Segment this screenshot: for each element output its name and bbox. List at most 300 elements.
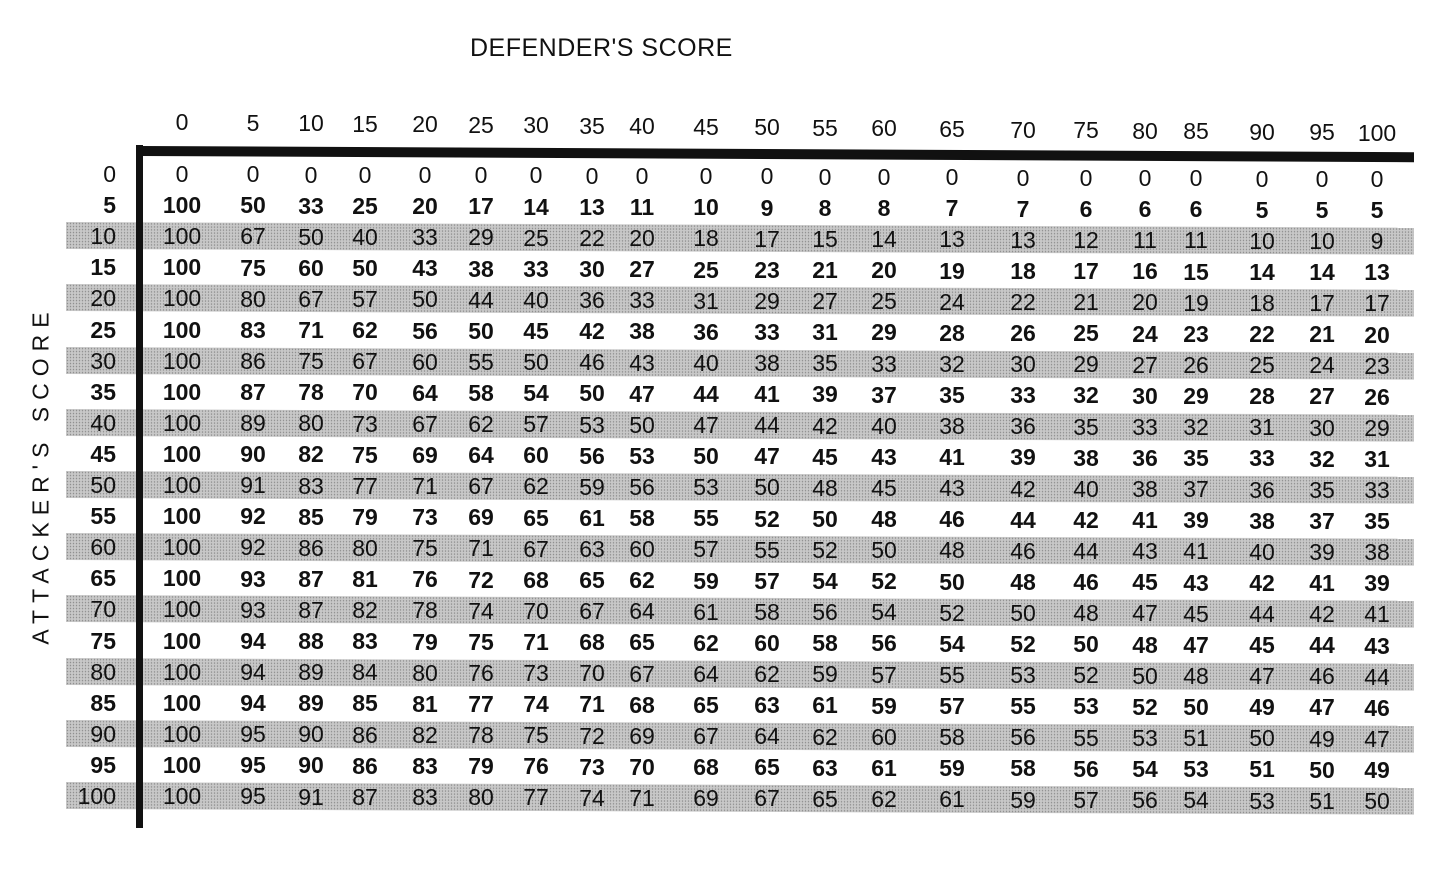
table-cell: 45 [812, 443, 838, 470]
table-cell: 59 [871, 692, 897, 719]
table-cell: 43 [1183, 569, 1209, 596]
table-cell: 39 [1010, 444, 1036, 471]
table-cell: 45 [1183, 600, 1209, 627]
table-cell: 60 [523, 442, 549, 469]
table-cell: 15 [812, 225, 838, 252]
table-cell: 43 [629, 349, 655, 376]
table-cell: 20 [871, 257, 897, 284]
table-cell: 50 [939, 568, 965, 595]
table-cell: 67 [298, 285, 324, 312]
table-cell: 10 [1249, 227, 1275, 254]
table-cell: 83 [298, 472, 324, 499]
table-cell: 0 [1138, 165, 1152, 192]
table-cell: 56 [1010, 724, 1036, 751]
table-cell: 32 [1073, 382, 1099, 409]
table-cell: 14 [1249, 258, 1275, 285]
table-cell: 22 [1249, 321, 1275, 348]
table-cell: 71 [412, 473, 438, 500]
table-cell: 89 [298, 690, 324, 717]
table-cell: 40 [871, 412, 897, 439]
table-cell: 16 [1132, 258, 1158, 285]
table-cell: 33 [1132, 413, 1158, 440]
column-header: 90 [1249, 118, 1275, 145]
table-cell: 59 [1010, 786, 1036, 813]
table-cell: 57 [871, 661, 897, 688]
table-cell: 41 [939, 444, 965, 471]
table-cell: 41 [754, 381, 780, 408]
table-cell: 45 [871, 474, 897, 501]
row-header: 75 [90, 627, 116, 654]
table-cell: 63 [579, 535, 605, 562]
table-cell: 100 [162, 472, 202, 498]
table-cell: 60 [629, 536, 655, 563]
table-cell: 62 [629, 567, 655, 594]
table-cell: 0 [1189, 165, 1203, 192]
table-cell: 100 [162, 378, 202, 405]
table-cell: 33 [298, 192, 324, 219]
table-cell: 36 [1010, 413, 1036, 440]
table-cell: 32 [939, 350, 965, 377]
row-header: 70 [90, 596, 116, 623]
table-cell: 53 [1183, 756, 1209, 783]
table-cell: 82 [412, 721, 438, 748]
table-cell: 52 [754, 505, 780, 532]
table-cell: 75 [468, 628, 494, 655]
table-cell: 59 [812, 661, 838, 688]
table-cell: 51 [1183, 725, 1209, 752]
table-cell: 72 [468, 566, 494, 593]
table-cell: 80 [352, 534, 378, 561]
table-cell: 29 [1364, 414, 1390, 441]
table-cell: 58 [1010, 755, 1036, 782]
column-header: 40 [629, 113, 655, 140]
table-cell: 61 [939, 786, 965, 813]
table-cell: 15 [1183, 258, 1209, 285]
table-cell: 85 [298, 503, 324, 530]
table-cell: 44 [1364, 663, 1390, 690]
column-header: 20 [412, 111, 438, 138]
table-cell: 77 [468, 690, 494, 717]
table-cell: 69 [468, 504, 494, 531]
table-cell: 95 [240, 721, 266, 748]
table-cell: 33 [1249, 445, 1275, 472]
table-cell: 27 [1309, 383, 1335, 410]
table-cell: 33 [1010, 382, 1036, 409]
table-cell: 8 [877, 195, 891, 222]
table-cell: 13 [1364, 259, 1390, 286]
table-cell: 78 [468, 722, 494, 749]
table-cell: 39 [812, 381, 838, 408]
table-cell: 70 [629, 753, 655, 780]
table-cell: 0 [585, 162, 599, 189]
table-cell: 40 [693, 349, 719, 376]
table-cell: 92 [240, 503, 266, 530]
table-cell: 23 [754, 256, 780, 283]
row-header: 90 [90, 720, 116, 747]
table-cell: 100 [162, 223, 202, 250]
table-cell: 18 [693, 225, 719, 252]
table-cell: 50 [240, 192, 266, 219]
table-cell: 6 [1138, 196, 1152, 223]
table-cell: 50 [579, 380, 605, 407]
table-cell: 33 [629, 287, 655, 314]
table-cell: 75 [240, 254, 266, 281]
table-cell: 53 [1132, 724, 1158, 751]
table-cell: 46 [1309, 663, 1335, 690]
table-cell: 61 [693, 598, 719, 625]
table-cell: 100 [162, 627, 202, 654]
table-cell: 42 [1249, 569, 1275, 596]
table-cell: 0 [175, 161, 189, 187]
table-cell: 47 [1309, 694, 1335, 721]
row-shading [66, 658, 1414, 691]
table-cell: 35 [812, 350, 838, 377]
table-cell: 100 [162, 720, 202, 747]
table-cell: 17 [1073, 258, 1099, 285]
table-cell: 30 [1010, 351, 1036, 378]
table-cell: 33 [754, 318, 780, 345]
table-cell: 38 [629, 318, 655, 345]
column-header: 10 [298, 110, 324, 137]
table-cell: 45 [523, 317, 549, 344]
table-cell: 37 [1309, 507, 1335, 534]
table-cell: 90 [298, 721, 324, 748]
table-cell: 78 [298, 379, 324, 406]
row-header: 85 [90, 689, 116, 716]
table-cell: 70 [523, 597, 549, 624]
table-cell: 38 [939, 413, 965, 440]
table-cell: 18 [1010, 257, 1036, 284]
column-header: 60 [871, 115, 897, 142]
table-cell: 7 [945, 195, 959, 222]
table-cell: 0 [877, 163, 891, 190]
table-cell: 75 [412, 535, 438, 562]
table-cell: 25 [1073, 320, 1099, 347]
table-cell: 29 [754, 287, 780, 314]
table-cell: 11 [629, 194, 655, 221]
table-cell: 71 [298, 317, 324, 344]
row-shading [66, 720, 1414, 753]
table-cell: 29 [1073, 351, 1099, 378]
table-cell: 87 [240, 378, 266, 405]
table-cell: 41 [1364, 601, 1390, 628]
table-cell: 67 [240, 223, 266, 250]
table-cell: 50 [629, 411, 655, 438]
table-cell: 17 [1364, 290, 1390, 317]
table-cell: 44 [468, 286, 494, 313]
table-cell: 0 [246, 161, 260, 188]
column-header: 80 [1132, 117, 1158, 144]
table-cell: 42 [1309, 601, 1335, 628]
table-cell: 5 [1315, 196, 1329, 223]
column-header: 100 [1357, 119, 1397, 146]
table-cell: 100 [162, 565, 202, 592]
table-cell: 30 [1132, 382, 1158, 409]
table-cell: 71 [468, 535, 494, 562]
table-cell: 73 [523, 660, 549, 687]
row-header: 65 [90, 565, 116, 592]
table-cell: 68 [693, 754, 719, 781]
row-shading [66, 347, 1414, 380]
table-cell: 50 [352, 255, 378, 282]
table-cell: 94 [240, 658, 266, 685]
table-cell: 77 [352, 472, 378, 499]
table-cell: 58 [468, 379, 494, 406]
table-cell: 30 [1309, 414, 1335, 441]
table-cell: 86 [352, 721, 378, 748]
table-cell: 0 [1079, 164, 1093, 191]
row-axis-title: ATTACKER'S SCORE [27, 305, 54, 645]
table-cell: 10 [1309, 227, 1335, 254]
table-cell: 38 [1073, 444, 1099, 471]
table-cell: 0 [1255, 165, 1269, 192]
table-cell: 46 [1073, 569, 1099, 596]
table-cell: 46 [939, 506, 965, 533]
row-header: 60 [90, 534, 116, 561]
column-header: 95 [1309, 119, 1335, 146]
table-cell: 80 [468, 784, 494, 811]
table-cell: 50 [523, 349, 549, 376]
table-cell: 70 [352, 379, 378, 406]
table-cell: 64 [754, 723, 780, 750]
table-cell: 17 [468, 193, 494, 220]
column-axis-title: DEFENDER'S SCORE [470, 34, 733, 62]
table-cell: 64 [412, 379, 438, 406]
table-cell: 95 [240, 783, 266, 810]
table-cell: 58 [629, 505, 655, 532]
table-cell: 52 [1132, 693, 1158, 720]
table-cell: 56 [812, 599, 838, 626]
row-header: 35 [90, 378, 116, 405]
table-cell: 100 [162, 751, 202, 778]
table-cell: 11 [1133, 227, 1157, 254]
table-cell: 58 [939, 724, 965, 751]
table-cell: 44 [693, 380, 719, 407]
table-cell: 29 [1183, 382, 1209, 409]
table-cell: 100 [162, 347, 202, 374]
table-cell: 67 [352, 348, 378, 375]
table-cell: 28 [939, 319, 965, 346]
table-cell: 48 [1183, 662, 1209, 689]
table-cell: 91 [240, 472, 266, 499]
table-cell: 14 [1309, 259, 1335, 286]
table-cell: 71 [629, 784, 655, 811]
table-cell: 65 [812, 785, 838, 812]
table-cell: 0 [304, 161, 318, 188]
table-cell: 50 [1010, 599, 1036, 626]
table-cell: 5 [1255, 196, 1269, 223]
table-cell: 67 [468, 473, 494, 500]
table-cell: 79 [412, 628, 438, 655]
table-cell: 68 [629, 691, 655, 718]
table-cell: 71 [579, 691, 605, 718]
table-cell: 25 [871, 288, 897, 315]
table-cell: 10 [693, 194, 719, 221]
row-shading [66, 782, 1414, 815]
table-cell: 18 [1249, 289, 1275, 316]
table-cell: 60 [754, 629, 780, 656]
table-cell: 78 [412, 597, 438, 624]
table-cell: 0 [760, 163, 774, 190]
table-cell: 100 [162, 596, 202, 623]
table-cell: 88 [298, 628, 324, 655]
table-cell: 47 [1132, 600, 1158, 627]
row-header: 80 [90, 658, 116, 685]
table-cell: 100 [162, 503, 202, 530]
table-cell: 57 [523, 411, 549, 438]
table-cell: 93 [240, 596, 266, 623]
table-cell: 61 [871, 754, 897, 781]
table-cell: 56 [871, 630, 897, 657]
table-cell: 39 [1183, 507, 1209, 534]
row-header: 10 [90, 223, 116, 250]
table-cell: 54 [1132, 755, 1158, 782]
table-cell: 41 [1132, 507, 1158, 534]
table-cell: 54 [1183, 787, 1209, 814]
table-cell: 53 [1249, 787, 1275, 814]
table-cell: 52 [1073, 662, 1099, 689]
table-cell: 57 [693, 536, 719, 563]
table-cell: 19 [939, 257, 965, 284]
table-cell: 44 [1249, 600, 1275, 627]
table-cell: 58 [812, 630, 838, 657]
table-cell: 63 [754, 692, 780, 719]
table-cell: 76 [412, 566, 438, 593]
table-cell: 40 [1249, 538, 1275, 565]
table-cell: 60 [298, 254, 324, 281]
table-cell: 6 [1079, 195, 1093, 222]
table-cell: 67 [629, 660, 655, 687]
column-header: 30 [523, 112, 549, 139]
table-cell: 0 [418, 162, 432, 189]
table-cell: 52 [1010, 631, 1036, 658]
table-cell: 40 [1073, 475, 1099, 502]
table-cell: 79 [352, 503, 378, 530]
table-cell: 54 [812, 568, 838, 594]
table-cell: 52 [939, 599, 965, 626]
table-cell: 40 [352, 223, 378, 250]
table-cell: 56 [412, 317, 438, 344]
table-cell: 62 [871, 785, 897, 812]
column-header: 65 [939, 115, 965, 142]
table-cell: 46 [1010, 537, 1036, 564]
table-cell: 22 [1010, 288, 1036, 315]
column-header: 25 [468, 111, 494, 138]
table-cell: 53 [629, 442, 655, 469]
table-cell: 50 [1364, 788, 1390, 815]
table-cell: 91 [298, 783, 324, 810]
column-header: 85 [1183, 118, 1209, 145]
table-cell: 76 [523, 753, 549, 780]
table-cell: 12 [1073, 226, 1099, 253]
column-header: 70 [1010, 116, 1036, 143]
table-cell: 24 [1132, 320, 1158, 347]
table-cell: 36 [1249, 476, 1275, 503]
table-cell: 27 [812, 288, 838, 315]
header-rule [140, 146, 1414, 162]
table-cell: 0 [945, 164, 959, 191]
table-cell: 44 [754, 412, 780, 439]
table-cell: 47 [629, 380, 655, 407]
table-cell: 61 [579, 504, 605, 531]
table-cell: 38 [1132, 476, 1158, 503]
table-cell: 29 [468, 224, 494, 251]
table-cell: 40 [523, 286, 549, 313]
table-cell: 50 [812, 505, 838, 532]
row-header: 100 [77, 783, 116, 809]
table-cell: 36 [693, 318, 719, 345]
table-cell: 13 [1010, 226, 1036, 253]
table-cell: 65 [523, 504, 549, 531]
table-cell: 48 [939, 537, 965, 564]
table-cell: 46 [1364, 694, 1390, 721]
table-cell: 100 [162, 285, 202, 312]
table-cell: 9 [760, 194, 774, 221]
row-header: 45 [90, 440, 116, 467]
table-cell: 54 [523, 380, 549, 407]
table-cell: 61 [812, 692, 838, 719]
table-cell: 82 [352, 597, 378, 624]
table-cell: 14 [523, 193, 549, 220]
table-cell: 31 [1249, 414, 1275, 441]
table-cell: 84 [352, 659, 378, 686]
table-cell: 30 [579, 256, 605, 283]
table-cell: 57 [1073, 786, 1099, 813]
table-cell: 45 [1249, 632, 1275, 659]
table-cell: 25 [352, 192, 378, 219]
table-cell: 57 [352, 286, 378, 313]
table-cell: 59 [693, 567, 719, 594]
table-cell: 38 [1249, 507, 1275, 534]
table-cell: 71 [523, 628, 549, 655]
table-cell: 50 [1073, 631, 1099, 658]
table-cell: 37 [871, 381, 897, 408]
table-cell: 21 [812, 257, 838, 283]
table-cell: 35 [939, 381, 965, 408]
table-cell: 50 [754, 474, 780, 501]
table-cell: 9 [1370, 228, 1384, 255]
table-cell: 49 [1364, 756, 1390, 783]
table-cell: 6 [1189, 196, 1203, 223]
table-cell: 20 [1132, 289, 1158, 316]
table-cell: 53 [1073, 693, 1099, 720]
table-cell: 42 [579, 318, 605, 345]
table-cell: 26 [1010, 320, 1036, 347]
row-header: 5 [103, 192, 116, 219]
table-cell: 43 [412, 255, 438, 282]
table-cell: 80 [412, 659, 438, 686]
column-header: 35 [579, 112, 605, 139]
table-cell: 50 [1183, 693, 1209, 720]
table-cell: 65 [579, 567, 605, 594]
table-cell: 81 [412, 690, 438, 717]
table-cell: 44 [1073, 537, 1099, 564]
row-label-rule [136, 145, 143, 828]
table-cell: 65 [629, 629, 655, 656]
table-cell: 33 [523, 255, 549, 282]
table-cell: 46 [579, 349, 605, 376]
table-cell: 72 [579, 722, 605, 749]
table-cell: 65 [754, 754, 780, 781]
table-cell: 67 [523, 535, 549, 562]
row-header: 30 [90, 347, 116, 374]
table-cell: 48 [1010, 568, 1036, 595]
table-cell: 94 [240, 627, 266, 654]
column-header: 75 [1073, 117, 1099, 144]
table-cell: 22 [579, 224, 605, 251]
table-cell: 53 [1010, 662, 1036, 689]
table-cell: 59 [939, 755, 965, 782]
